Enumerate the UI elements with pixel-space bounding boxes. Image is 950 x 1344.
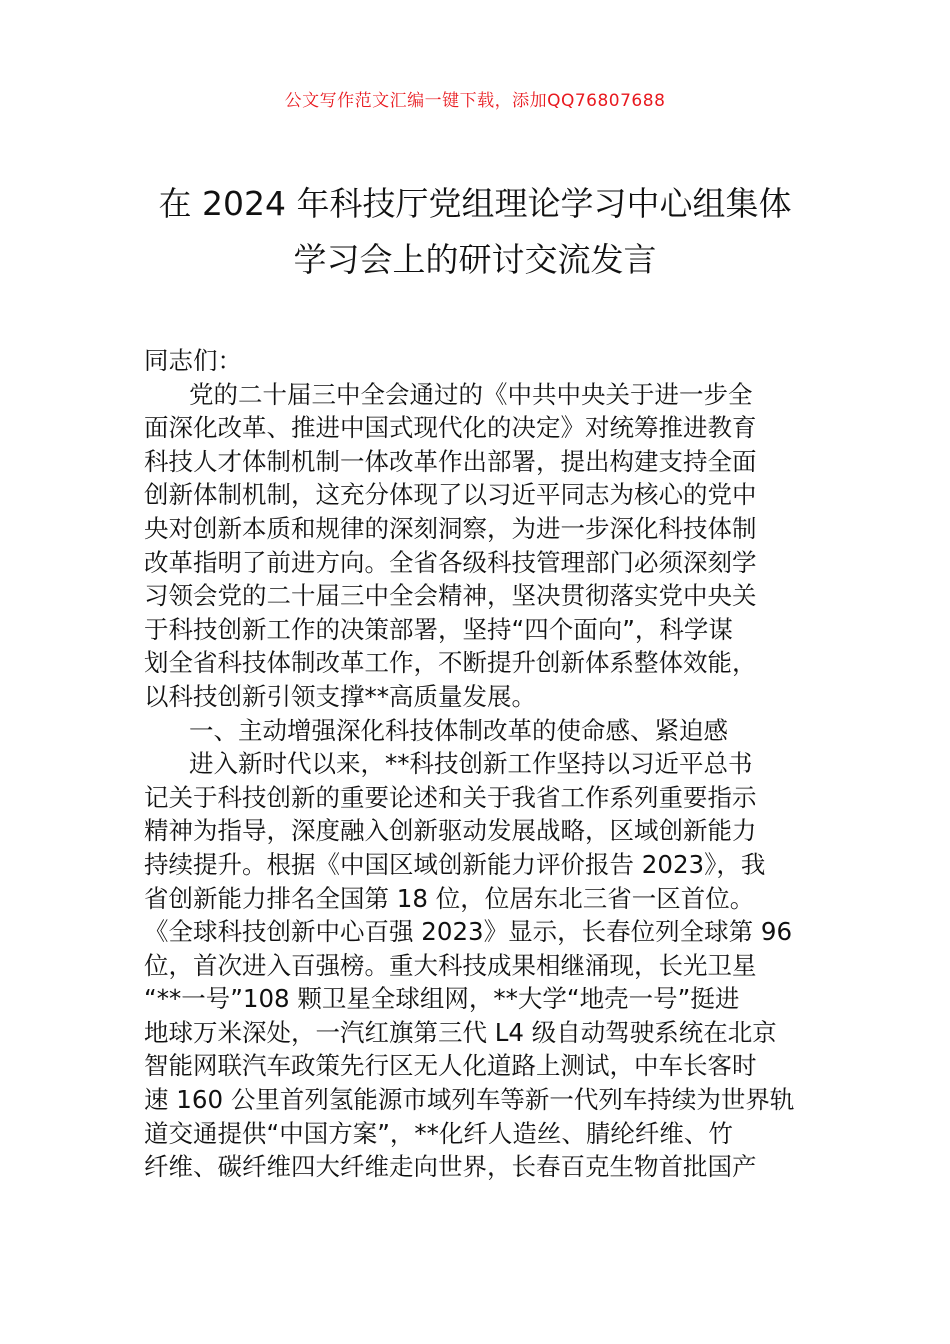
- paragraph-line: 精神为指导，深度融入创新驱动发展战略，区域创新能力: [144, 816, 757, 846]
- paragraph-line: 以科技创新引领支撑**高质量发展。: [144, 681, 536, 711]
- document-title: [100, 176, 850, 288]
- paragraph-line: 改革指明了前进方向。全省各级科技管理部门必须深刻学: [144, 547, 757, 577]
- paragraph-line: 记关于科技创新的重要论述和关于我省工作系列重要指示: [144, 782, 757, 812]
- paragraph-line: 智能网联汽车政策先行区无人化道路上测试，中车长客时: [144, 1051, 757, 1081]
- paragraph-line: 速 160 公里首列氢能源市域列车等新一代列车持续为世界轨: [144, 1085, 795, 1115]
- paragraph-line: 划全省科技体制改革工作，不断提升创新体系整体效能，: [144, 648, 757, 678]
- paragraph-line: 面深化改革、推进中国式现代化的决定》对统筹推进教育: [144, 413, 757, 443]
- paragraph-line: 省创新能力排名全国第 18 位，位居东北三省一区首位。: [144, 883, 755, 913]
- document-body: [144, 344, 808, 1184]
- section-heading: 一、主动增强深化科技体制改革的使命感、紧迫感: [189, 715, 728, 745]
- paragraph-line: 位，首次进入百强榜。重大科技成果相继涌现，长光卫星: [144, 950, 757, 980]
- paragraph-line: 于科技创新工作的决策部署，坚持“四个面向”，科学谋: [144, 614, 733, 644]
- paragraph-line: 道交通提供“中国方案”，**化纤人造丝、腈纶纤维、竹: [144, 1118, 733, 1148]
- salutation: 同志们：: [144, 346, 242, 375]
- paragraph-line: 央对创新本质和规律的深刻洞察，为进一步深化科技体制: [144, 513, 757, 543]
- paragraph-line: 地球万米深处，一汽红旗第三代 L4 级自动驾驶系统在北京: [144, 1017, 777, 1047]
- paragraph-line: 创新体制机制，这充分体现了以习近平同志为核心的党中: [144, 480, 757, 510]
- paragraph-line: 党的二十届三中全会通过的《中共中央关于进一步全: [189, 379, 753, 409]
- paragraph-line: 持续提升。根据《中国区域创新能力评价报告 2023》，我: [144, 849, 766, 879]
- paragraph-line: 进入新时代以来，**科技创新工作坚持以习近平总书: [189, 749, 753, 779]
- paragraph-line: 习领会党的二十届三中全会精神，坚决贯彻落实党中央关: [144, 581, 757, 611]
- title-line-1: 在 2024 年科技厅党组理论学习中心组集体: [158, 184, 792, 223]
- paragraph-line: “**一号”108 颗卫星全球组网，**大学“地壳一号”挺进: [144, 984, 740, 1014]
- download-watermark: 公文写作范文汇编一键下载，添加QQ76807688: [284, 91, 666, 111]
- title-line-2: 学习会上的研讨交流发言: [293, 240, 657, 279]
- paragraph-line: 科技人才体制机制一体改革作出部署，提出构建支持全面: [144, 446, 757, 476]
- paragraph-line: 纤维、碳纤维四大纤维走向世界，长春百克生物首批国产: [144, 1152, 757, 1182]
- paragraph-line: 《全球科技创新中心百强 2023》显示，长春位列全球第 96: [144, 917, 793, 947]
